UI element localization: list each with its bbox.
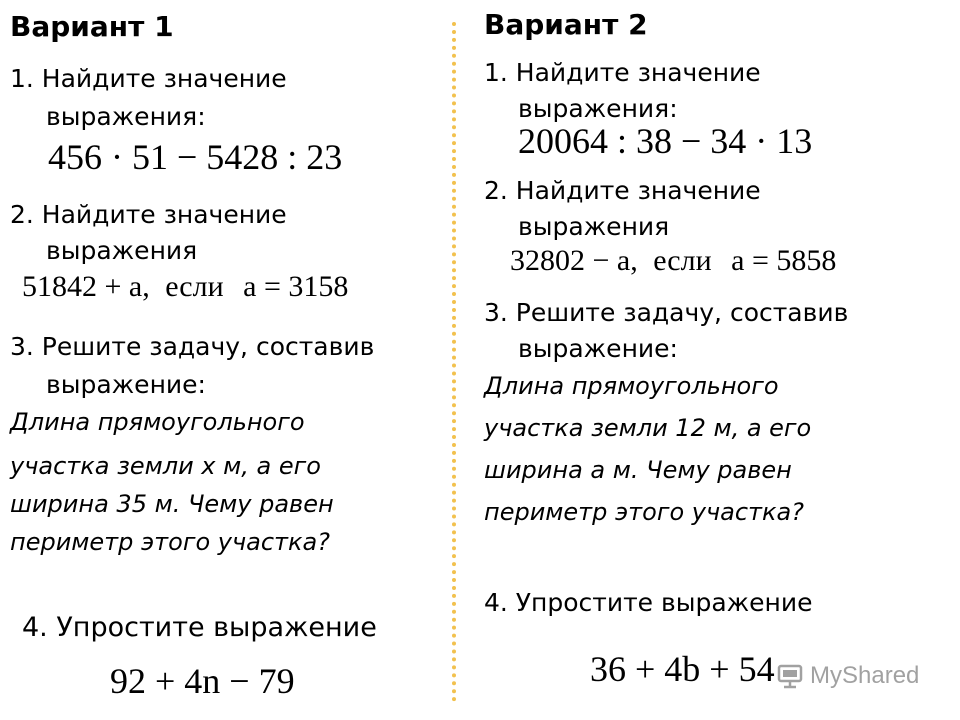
v1-task1-line1: 1. Найдите значение (10, 64, 287, 93)
v1-task3-line2: выражение: (46, 370, 206, 399)
v2-task2-line2: выражения (518, 212, 670, 241)
column-divider (452, 22, 456, 702)
v2-task2-math-word: если (653, 244, 712, 277)
presentation-board-icon (776, 662, 804, 690)
v2-task3-problem-line-4: периметр этого участка? (484, 498, 804, 526)
v1-task1-expression: 456 · 51 − 5428 : 23 (48, 137, 343, 177)
v1-task3-problem-line-4: периметр этого участка? (10, 528, 330, 556)
v1-task3-problem-line-1: Длина прямоугольного (10, 408, 305, 436)
v1-task4-line1: 4. Упростите выражение (22, 612, 377, 643)
variant-2-title: Вариант 2 (484, 8, 648, 41)
v2-task2-math-cond: a = 5858 (731, 244, 837, 277)
v2-task1-line2: выражения: (518, 94, 678, 123)
v1-task4-expression: 92 + 4n − 79 (110, 661, 295, 701)
v2-task2-line1: 2. Найдите значение (484, 176, 761, 205)
watermark-text: MyShared (810, 662, 920, 689)
v1-task3-line1: 3. Решите задачу, составив (10, 332, 375, 361)
v2-task1-expression: 20064 : 38 − 34 · 13 (518, 121, 813, 161)
v2-task3-line1: 3. Решите задачу, составив (484, 298, 849, 327)
v2-task4-expression: 36 + 4b + 54 (590, 649, 775, 689)
watermark (776, 656, 926, 696)
v2-task3-problem-line-1: Длина прямоугольного (484, 372, 779, 400)
v2-task4-line1: 4. Упростите выражение (484, 588, 813, 617)
v2-task3-line2: выражение: (518, 334, 678, 363)
v1-task1-line2: выражения: (46, 102, 206, 131)
v1-task2-expression (22, 270, 348, 304)
v1-task2-math-cond: a = 3158 (243, 270, 349, 303)
v1-task3-problem-line-3: ширина 35 м. Чему равен (10, 490, 334, 518)
v1-task2-line2: выражения (46, 236, 198, 265)
variant-1-title: Вариант 1 (10, 10, 174, 43)
v2-task1-line1: 1. Найдите значение (484, 58, 761, 87)
v1-task2-math-word: если (165, 270, 224, 303)
v2-task2-expression (510, 244, 836, 278)
v1-task2-line1: 2. Найдите значение (10, 200, 287, 229)
v2-task3-problem-line-3: ширина а м. Чему равен (484, 456, 792, 484)
v1-task3-problem-line-2: участка земли х м, а его (10, 452, 321, 480)
v2-task2-math-expr: 32802 − a, (510, 244, 638, 277)
v2-task3-problem-line-2: участка земли 12 м, а его (484, 414, 812, 442)
v1-task2-math-expr: 51842 + a, (22, 270, 150, 303)
